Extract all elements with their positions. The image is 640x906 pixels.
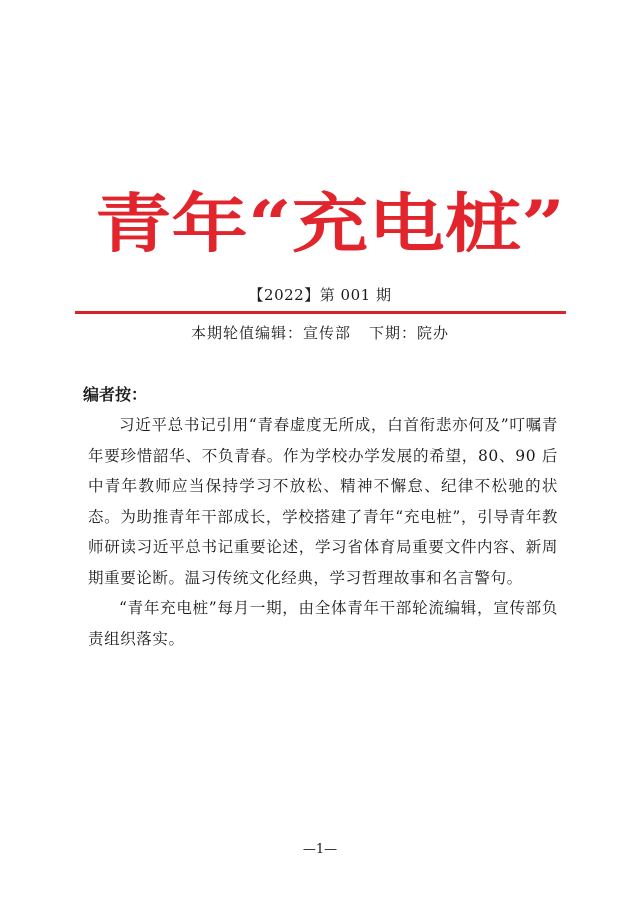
next-editor-label: 下期：	[369, 324, 418, 342]
issue-suffix: 期	[375, 286, 392, 304]
current-editor-label: 本期轮值编辑：	[190, 324, 303, 342]
next-editor-value: 院办	[417, 324, 450, 342]
note-paragraph-2: “青年充电桩”每月一期，由全体青年干部轮流编辑，宣传部负责组织落实。	[88, 599, 558, 648]
issue-bracket-open: 【	[248, 286, 265, 304]
issue-number-value: 001	[340, 286, 371, 304]
masthead	[0, 178, 640, 268]
issue-prefix: 第	[319, 286, 336, 304]
current-editor-value: 宣传部	[302, 324, 351, 342]
editor-note-body	[88, 410, 558, 654]
page-number: —1—	[302, 842, 338, 857]
issue-number	[0, 284, 640, 305]
note-paragraph-1: 习近平总书记引用“青春虚度无所成，白首衔悲亦何及”叮嘱青年要珍惜韶华、不负青春。作为学校办学发展的希望，80、90 后中青年教师应当保持学习不放松、精神不懈怠、纪律不松驰的状态。为助推青年干部成长，学校搭建了青年“充电桩”，引导青年教师研读习近平总书记重要论述，学习省体育局重要文件内容、新周期重要论断。温习传统文化经典，学习哲理故事和名言警句。	[88, 416, 558, 587]
red-divider	[75, 311, 566, 314]
editor-info	[0, 322, 640, 343]
editor-note-heading: 编者按：	[83, 385, 148, 404]
issue-year: 2022	[264, 286, 305, 304]
masthead-title-svg	[0, 178, 640, 268]
masthead-title: 青年“充电桩”	[95, 187, 565, 262]
issue-bracket-close: 】	[304, 286, 320, 304]
